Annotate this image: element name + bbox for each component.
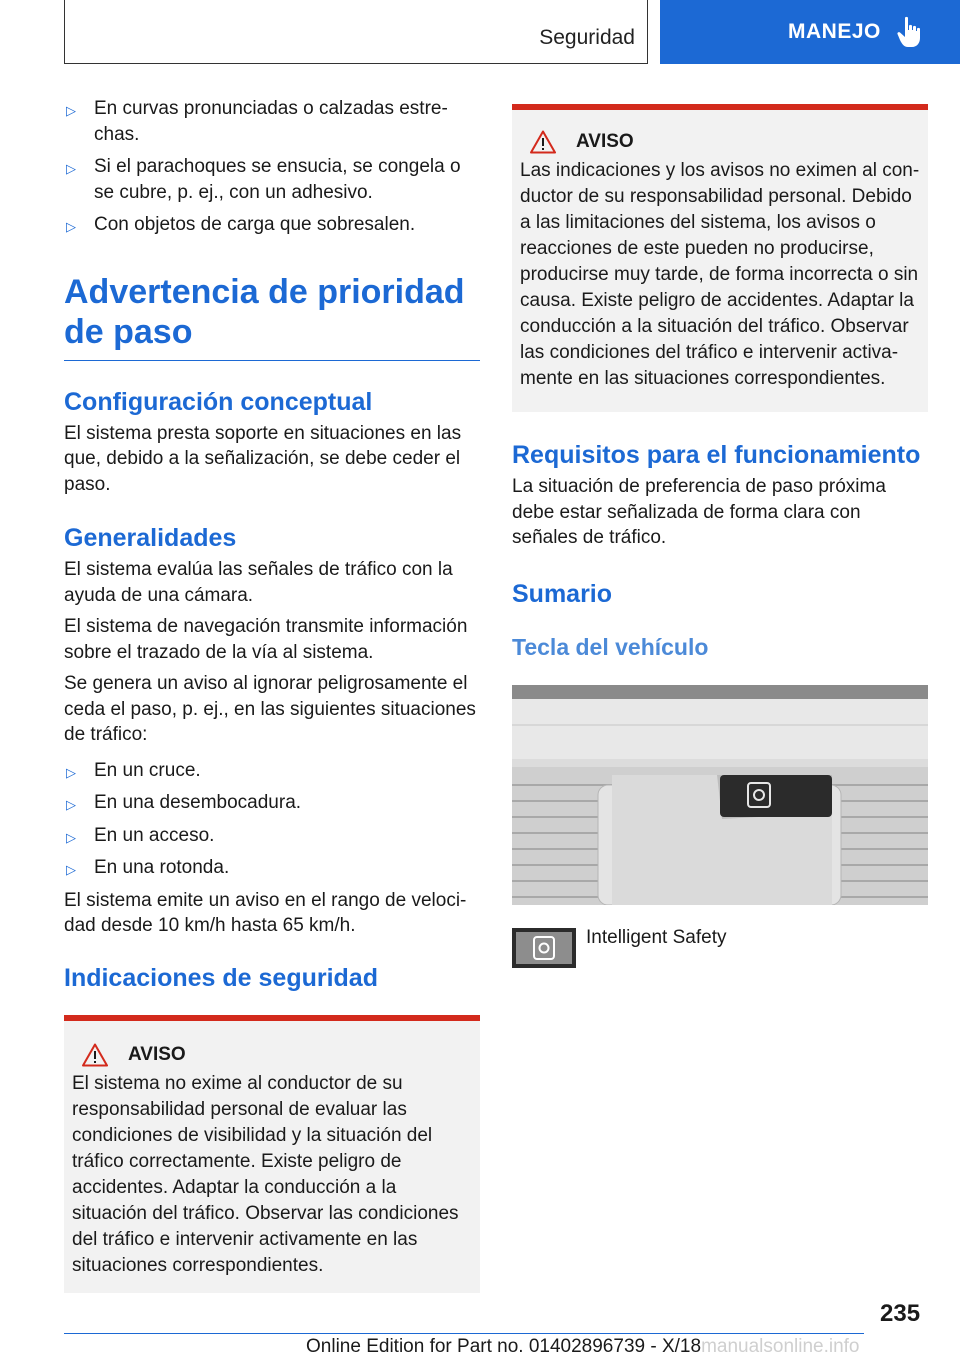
list-item: ▷ En curvas pronunciadas o calzadas estrechas. xyxy=(66,98,448,145)
list-item: ▷ En una desembocadura. xyxy=(64,790,480,816)
summary-heading: Sumario xyxy=(512,579,613,608)
list-item: ▷ En una rotonda. xyxy=(64,855,480,881)
list-item: ▷ Con objetos de carga que sobresalen. xyxy=(64,212,480,238)
general-paragraph-3: Se genera un aviso al ignorar peligrosamente el ceda el paso, p. ej., en las siguientes situaciones de tráfico: xyxy=(64,673,476,745)
general-paragraph-4: El sistema emite un aviso en el rango de velocidad desde 10 km/h hasta 65 km/h. xyxy=(64,889,467,936)
header-section-title: Seguridad xyxy=(539,26,635,49)
footer-divider xyxy=(64,1333,864,1334)
general-heading: Generalidades xyxy=(64,524,237,552)
warning-text: Las indicaciones y los avisos no eximen al conductor de su responsabilidad personal. Debido a las limitaciones del sistema, los avisos o reacciones de este pueden no producirse, producirse muy tarde, de forma incorrecta o sin causa. Existe peligro de accidentes. Adaptar la conducción a la situación del tráfico. Observar las condiciones del tráfico e intervenir activamente en las situaciones correspondientes. xyxy=(520,160,920,389)
triangle-bullet-icon: ▷ xyxy=(66,219,76,234)
button-label: Intelligent Safety xyxy=(586,926,727,948)
warning-text: El sistema no exime al conductor de su responsabilidad personal de evaluar las condiciones de visibilidad y la situación del tráfico correctamente. Existe peligro de accidentes. Adaptar la conducción a la situación del tráfico. Observar las condiciones del tráfico e intervenir activamente en las situaciones correspondientes. xyxy=(72,1072,459,1276)
page-number: 235 xyxy=(880,1300,921,1327)
general-paragraph-1: El sistema evalúa las señales de tráfico con la ayuda de una cámara. xyxy=(64,559,453,606)
footer-watermark: manualsonline.info xyxy=(701,1336,860,1357)
intelligent-safety-button-icon xyxy=(512,928,576,968)
button-heading: Tecla del vehículo xyxy=(512,633,709,660)
general-paragraph-2: El sistema de navegación transmite información sobre el trazado de la vía al sistema. xyxy=(64,616,468,663)
list-item: ▷ En un acceso. xyxy=(64,823,480,849)
top-bullet-list xyxy=(64,96,480,238)
left-column xyxy=(64,96,480,1293)
list-item: ▷ Si el parachoques se ensucia, se congela o se cubre, p. ej., con un adhesivo. xyxy=(66,156,461,203)
warning-box xyxy=(512,104,928,412)
warning-label: AVISO xyxy=(576,131,634,152)
requirements-text: La situación de preferencia de paso próxima debe estar señalizada de forma clara con señales de tráfico. xyxy=(512,476,886,548)
header-section-box xyxy=(64,0,648,64)
requirements-heading: Requisitos para el funcionamiento xyxy=(512,441,921,469)
right-column xyxy=(512,104,928,968)
vehicle-button-photo xyxy=(512,685,928,905)
triangle-bullet-icon: ▷ xyxy=(66,797,76,812)
warning-triangle-icon xyxy=(530,130,556,154)
triangle-bullet-icon: ▷ xyxy=(66,829,76,845)
concept-text: El sistema presta soporte en situaciones en las que, debido a la señalización, se debe ceder el paso. xyxy=(64,422,462,495)
triangle-bullet-icon: ▷ xyxy=(66,862,76,877)
concept-heading: Configuración conceptual xyxy=(64,387,373,416)
page-title: Advertencia de prioridad de paso xyxy=(64,272,480,361)
situations-list xyxy=(64,758,480,881)
hand-pointer-icon xyxy=(897,16,923,48)
warning-triangle-icon xyxy=(82,1043,108,1067)
footer-edition: Online Edition for Part no. 01402896739 - X/18manualsonline.info xyxy=(306,1336,860,1357)
triangle-bullet-icon: ▷ xyxy=(66,764,76,780)
list-item: ▷ En un cruce. xyxy=(64,758,480,784)
button-legend xyxy=(512,928,928,968)
triangle-bullet-icon: ▷ xyxy=(66,103,76,118)
triangle-bullet-icon: ▷ xyxy=(66,161,76,176)
safety-heading: Indicaciones de seguridad xyxy=(64,963,378,992)
header-chapter-title: MANEJO xyxy=(788,20,881,43)
header-chapter-tab xyxy=(660,0,960,64)
warning-label: AVISO xyxy=(128,1043,186,1065)
warning-box xyxy=(64,1015,480,1293)
